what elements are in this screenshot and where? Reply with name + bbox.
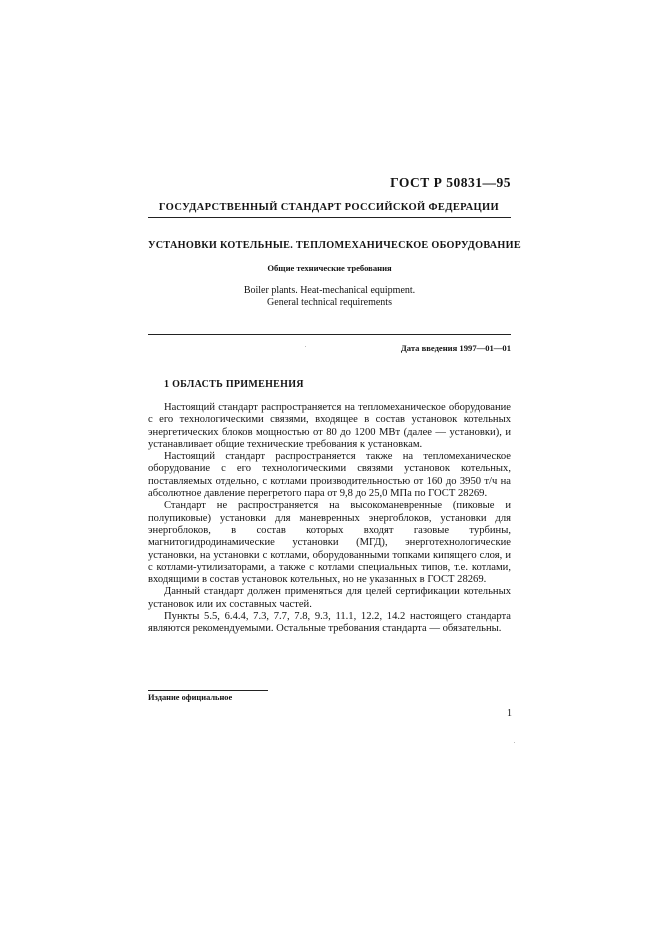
paragraph-5: Пункты 5.5, 6.4.4, 7.3, 7.7, 7.8, 9.3, 11.1, 12.2, 14.2 настоящего стандарта являются рекомендуемыми. Остальные требования стандарта — обязательны. <box>148 611 511 635</box>
effective-date: Дата введения 1997—01—01 <box>400 343 511 353</box>
paragraph-3: Стандарт не распространяется на высокоманевренные (пиковые и полупиковые) установки для маневренных энергоблоков, установки для энергоблоков, в состав которых входят газовые турбины, магнитогидродинамические установки (МГД), энерготехнологические установки, на установки с котлами, оборудованными топками кипящего слоя, и с котлами-утилизаторами, а также с котлами специальных типов, т.е. котлами, входящими в состав установок котельных, но не указанных в ГОСТ 28269. <box>148 500 511 586</box>
header-rule <box>148 217 511 218</box>
footer-rule <box>148 690 268 691</box>
edition-note: Издание официальное <box>148 693 233 702</box>
scan-speck <box>305 346 306 347</box>
title-en-line-1: Boiler plants. Heat-mechanical equipment. <box>243 285 416 296</box>
paragraph-4: Данный стандарт должен применяться для целей сертификации котельных установок или их составных частей. <box>148 586 511 610</box>
page-number: 1 <box>507 708 512 719</box>
section-body <box>148 402 511 636</box>
document-subtitle-ru: Общие технические требования <box>267 263 392 273</box>
scan-speck <box>514 742 515 743</box>
title-rule <box>148 334 511 335</box>
paragraph-1: Настоящий стандарт распространяется на тепломеханическое оборудование с его технологическими связями, входящее в состав установок котельных энергетических блоков мощностью от 80 до 1200 МВт (далее — установки), и устанавливает общие технические требования к установкам. <box>148 402 511 450</box>
gost-code: ГОСТ Р 50831—95 <box>390 175 511 190</box>
document-title-ru: УСТАНОВКИ КОТЕЛЬНЫЕ. ТЕПЛОМЕХАНИЧЕСКОЕ ОБОРУДОВАНИЕ <box>148 240 521 251</box>
state-standard-title: ГОСУДАРСТВЕННЫЙ СТАНДАРТ РОССИЙСКОЙ ФЕДЕРАЦИИ <box>158 202 500 213</box>
document-title-en <box>148 285 511 309</box>
paragraph-2: Настоящий стандарт распространяется также на тепломеханическое оборудование с его технологическими связями установок котельных, поставляемых отдельно, с котлами производительностью от 160 до 3950 т/ч на абсолютное давление перегретого пара от 9,8 до 25,0 МПа по ГОСТ 28269. <box>148 451 511 500</box>
title-en-line-2: General technical requirements <box>267 297 392 308</box>
section-heading: 1 ОБЛАСТЬ ПРИМЕНЕНИЯ <box>164 379 304 390</box>
